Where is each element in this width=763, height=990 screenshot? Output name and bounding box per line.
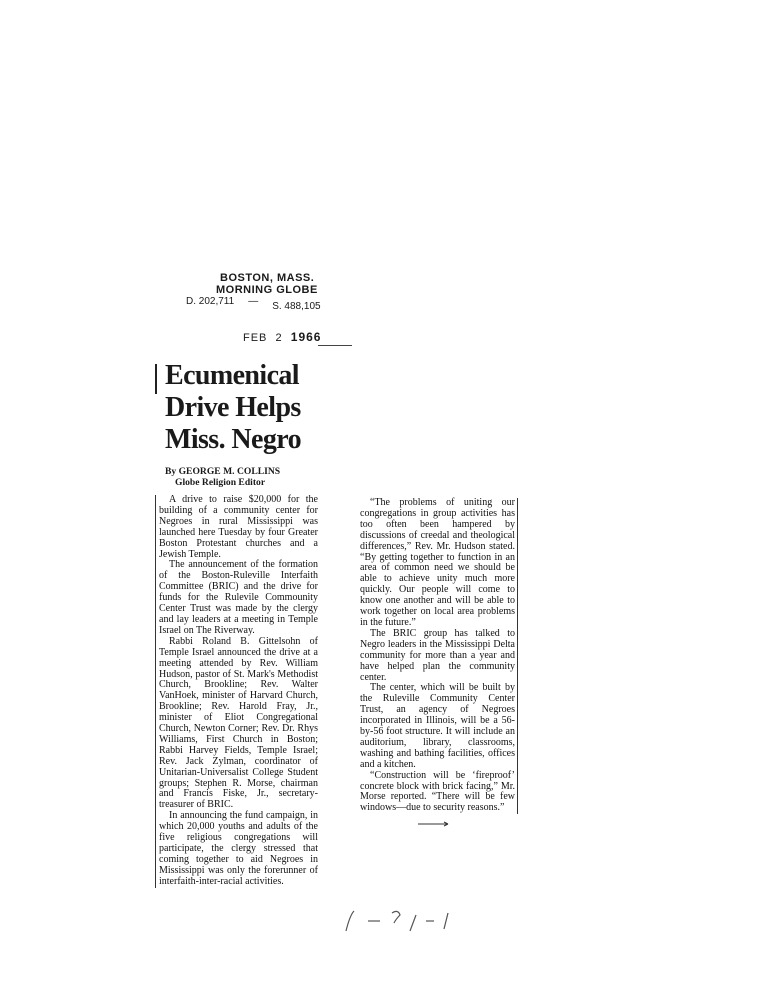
handwritten-annotation — [340, 905, 470, 935]
masthead-city: BOSTON, MASS. — [220, 272, 315, 284]
article-paragraph: A drive to raise $20,000 for the building of a community center for Negroes in rural Mississippi was launched here Tuesday by four Greater Boston Protestant churches and a Jewish Temple. — [159, 494, 318, 560]
masthead-paper-name: MORNING GLOBE — [216, 284, 318, 296]
article-body-left — [155, 495, 318, 888]
byline-author: By GEORGE M. COLLINS — [165, 466, 281, 477]
article-paragraph: The center, which will be built by the Ruleville Community Center Trust, an agency of Negroes incorporated in Illinois, will be a 56-by-56 foot structure. It will include an auditorium, library, classrooms, washing and bathing facilities, offices and a kitchen. — [360, 682, 515, 770]
headline-line: Ecumenical — [165, 360, 299, 391]
byline-title: Globe Religion Editor — [175, 477, 266, 488]
article-body-right — [360, 498, 518, 814]
circulation-dash: — — [248, 296, 259, 307]
byline — [155, 466, 318, 488]
date-month: FEB — [243, 332, 268, 344]
article-paragraph: In announcing the fund campaign, in which 20,000 youths and adults of the five religious congregations will participate, the clergy stressed that coming together to aid Negroes in Mississippi was only the forerunner of interfaith-inter-racial activities. — [159, 810, 318, 887]
date-rule — [318, 345, 352, 346]
article-paragraph: The BRIC group has talked to Negro leaders in the Mississippi Delta community for more than a year and have helped plan the community center. — [360, 627, 515, 683]
article-paragraph: Rabbi Roland B. Gittelsohn of Temple Israel announced the drive at a meeting attended by Rev. William Hudson, pastor of St. Mark's Methodist Church, Brookline; Rev. Walter VanHoek, minister of Harvard Church, Brookline; Rev. Harold Fray, Jr., minister of Eliot Congregational Church, Newton Corner; Rev. Dr. Rhys Williams, First Church in Boston; Rabbi Harvey Fields, Temple Israel; Rev. Jack Zylman, coordinator of Unitarian-Universalist College Student groups; Stephen R. Morse, chairman and Francis Fiske, Jr., secretary-treasurer of BRIC. — [159, 635, 318, 811]
masthead-circulation — [186, 296, 360, 313]
date-stamp — [243, 330, 321, 344]
article-left-column — [155, 360, 318, 888]
article-paragraph: The announcement of the formation of the Boston-Ruleville Interfaith Committee (BRIC) and the drive for funds for the Rulevile Commounity Center Trust was made by the clergy and lay leaders at a meeting in Temple Israel on The Riverway. — [159, 559, 318, 636]
daily-circulation: D. 202,711 — [186, 296, 235, 307]
headline-line: Miss. Negro — [165, 424, 301, 455]
article-paragraph: “The problems of uniting our congregations in group activities has too often been hampered by discussions of creedal and theological differences,” Rev. Mr. Hudson stated. “By getting together to function in an area of common need we should be able to achieve unity much more quickly. Our people will come to know one another and will be able to work together on local area problems in the future.” — [360, 497, 515, 628]
date-day: 2 — [275, 332, 283, 344]
end-mark-squiggle — [418, 821, 452, 827]
newspaper-masthead — [180, 272, 360, 313]
headline-line: Drive Helps — [165, 392, 301, 423]
sunday-circulation: S. 488,105 — [272, 301, 321, 312]
headline — [155, 360, 318, 456]
article-right-column — [360, 498, 518, 832]
article-paragraph: “Construction will be ‘fireproof’ concrete block with brick facing,” Mr. Morse reported. “There will be few windows—due to security reasons.” — [360, 769, 515, 814]
date-year: 1966 — [290, 330, 322, 344]
